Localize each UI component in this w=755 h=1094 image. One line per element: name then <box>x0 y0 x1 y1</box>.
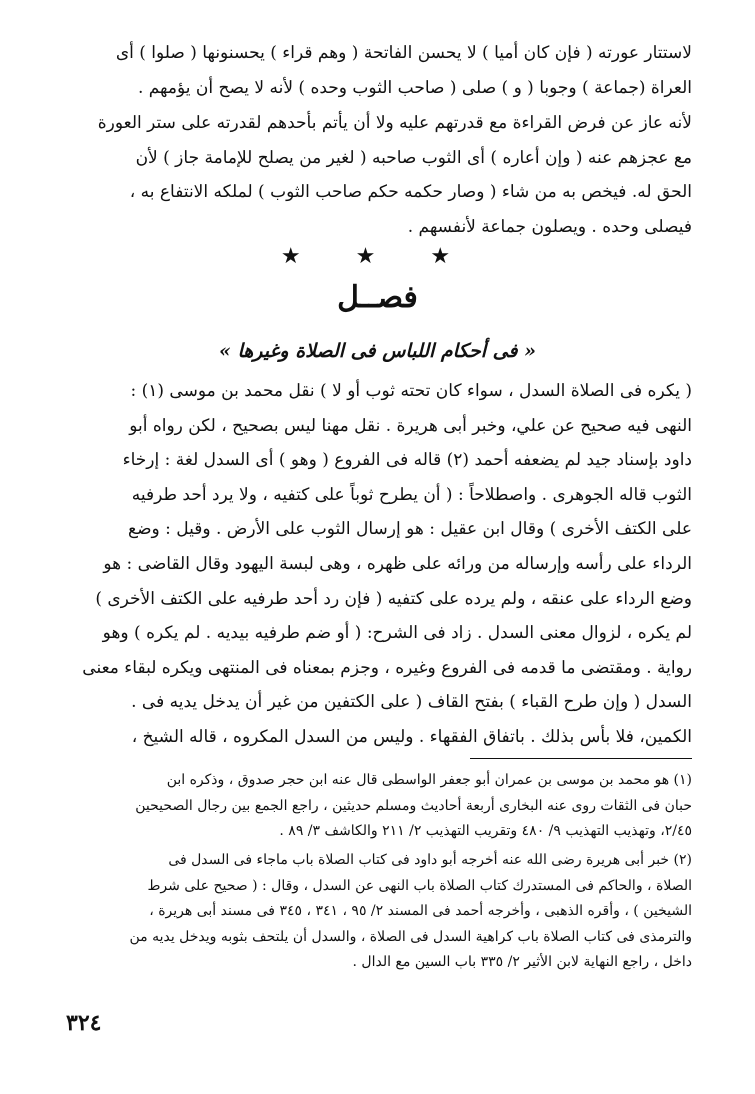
footnote-line: داخل ، راجع النهاية لابن الأثير ٢/ ٣٣٥ باب السين مع الدال . <box>352 954 692 970</box>
text-line: فيصلى وحده . ويصلون جماعة لأنفسهم . <box>407 216 692 237</box>
footnote-line: ٢/٤٥، وتهذيب التهذيب ٩/ ٤٨٠ وتقريب التهذيب ٢/ ٢١١ والكاشف ٣/ ٨٩ . <box>279 823 692 839</box>
footnote-line: الشيخين ) ، وأقره الذهبى ، وأخرجه أحمد فى المسند ٢/ ٩٥ ، ٣٤١ ، ٣٤٥ فى مسند أبى هريرة ، <box>149 903 692 919</box>
body-paragraph-2 <box>66 106 692 244</box>
body-paragraph-3 <box>66 374 692 755</box>
text-line: الحق له. فيخص به من شاء ( وصار حكمه حكم صاحب الثوب ) لملكه الانتفاع به ، <box>129 182 692 203</box>
text-line: لاستتار عورته ( فإن كان أميا ) لا يحسن الفاتحة ( وهم قراء ) يحسنونها ( صلوا ) أى <box>115 43 692 63</box>
footnote-2 <box>66 848 692 976</box>
footnote-line: والترمذى فى كتاب الصلاة باب كراهية السدل فى الصلاة ، والسدل أن يلتحف بثوبه ويدخل يديه من <box>129 928 692 945</box>
text-line: على الكتف الأخرى ) وقال ابن عقيل : هو إرسال الثوب على الأرض . وقيل : وضع <box>128 519 692 540</box>
text-line: ( يكره فى الصلاة السدل ، سواء كان تحته ثوب أو لا ) نقل محمد بن موسى (١) : <box>130 381 692 401</box>
text-line: رواية . ومقتضى ما قدمه فى الفروع وغيره ، وجزم بمعناه فى المنتهى ويكره لبقاء معنى <box>82 657 692 678</box>
text-line: الرداء على رأسه وإرساله من ورائه على ظهره ، وهى لبسة اليهود وقال القاضى : هو <box>103 553 692 574</box>
section-subtitle: « فى أحكام اللباس فى الصلاة وغيرها » <box>218 340 536 362</box>
footnote-line: الصلاة ، والحاكم فى المستدرك كتاب الصلاة باب النهى عن السدل ، وقال : ( صحيح على شرط <box>147 877 692 894</box>
text-line: الكمين، فلا بأس بذلك . باتفاق الفقهاء . وليس من السدل المكروه ، قاله الشيخ ، <box>131 726 692 747</box>
text-line: النهى فيه صحيح عن علي، وخبر أبى هريرة . نقل مهنا ليس بصحيح ، لكن رواه أبو <box>129 415 692 436</box>
footnote-separator <box>470 758 692 759</box>
text-line: مع عجزهم عنه ( وإن أعاره ) أى الثوب صاحبه ( لغير من يصلح للإمامة جاز ) لأن <box>135 147 692 168</box>
page-number: ٣٢٤ <box>66 1010 102 1036</box>
text-line: العراة (جماعة ) وجوبا ( و ) صلى ( صاحب الثوب وحده ) لأنه لا يصح أن يؤمهم . <box>137 77 692 98</box>
footnote-line: (١) هو محمد بن موسى بن عمران أبو جعفر الواسطى قال عنه ابن حجر صدوق ، وذكره ابن <box>166 772 692 788</box>
footnote-line: حبان فى الثقات روى عنه البخارى أربعة أحاديث ومسلم حديثين ، راجع الجمع بين رجال الصحيحين <box>135 797 692 814</box>
text-line: لم يكره ، لزوال معنى السدل . زاد فى الشرح: ( أو ضم طرفيه بيديه . لم يكره ) وهو <box>102 623 692 644</box>
body-paragraph-1 <box>66 36 692 105</box>
footnote-1 <box>66 768 692 845</box>
text-line: داود بإسناد جيد لم يضعفه أحمد (٢) قاله فى الفروع ( وهو ) أى السدل لغة : إرخاء <box>122 450 692 471</box>
section-divider-stars: ★ ★ ★ <box>280 244 475 269</box>
section-title: فصــل <box>337 280 418 315</box>
footnote-line: (٢) خبر أبى هريرة رضى الله عنه أخرجه أبو داود فى كتاب الصلاة باب ماجاء فى السدل فى <box>168 852 692 868</box>
text-line: الثوب قاله الجوهرى . واصطلاحاً : ( أن يطرح ثوباً على كتفيه ، ولا يرد أحد طرفيه <box>131 484 692 505</box>
text-line: وضع الرداء على عنقه ، ولم يرده على كتفيه ( فإن رد أحد طرفيه على الكتف الأخرى ) <box>95 588 692 609</box>
text-line: لأنه عاز عن فرض القراءة مع قدرتهم عليه ولا أن يأتم بأحدهم لقدرته على ستر العورة <box>97 113 692 133</box>
text-line: السدل ( وإن طرح القباء ) بفتح القاف ( على الكتفين من غير أن يدخل يديه فى . <box>131 692 692 713</box>
